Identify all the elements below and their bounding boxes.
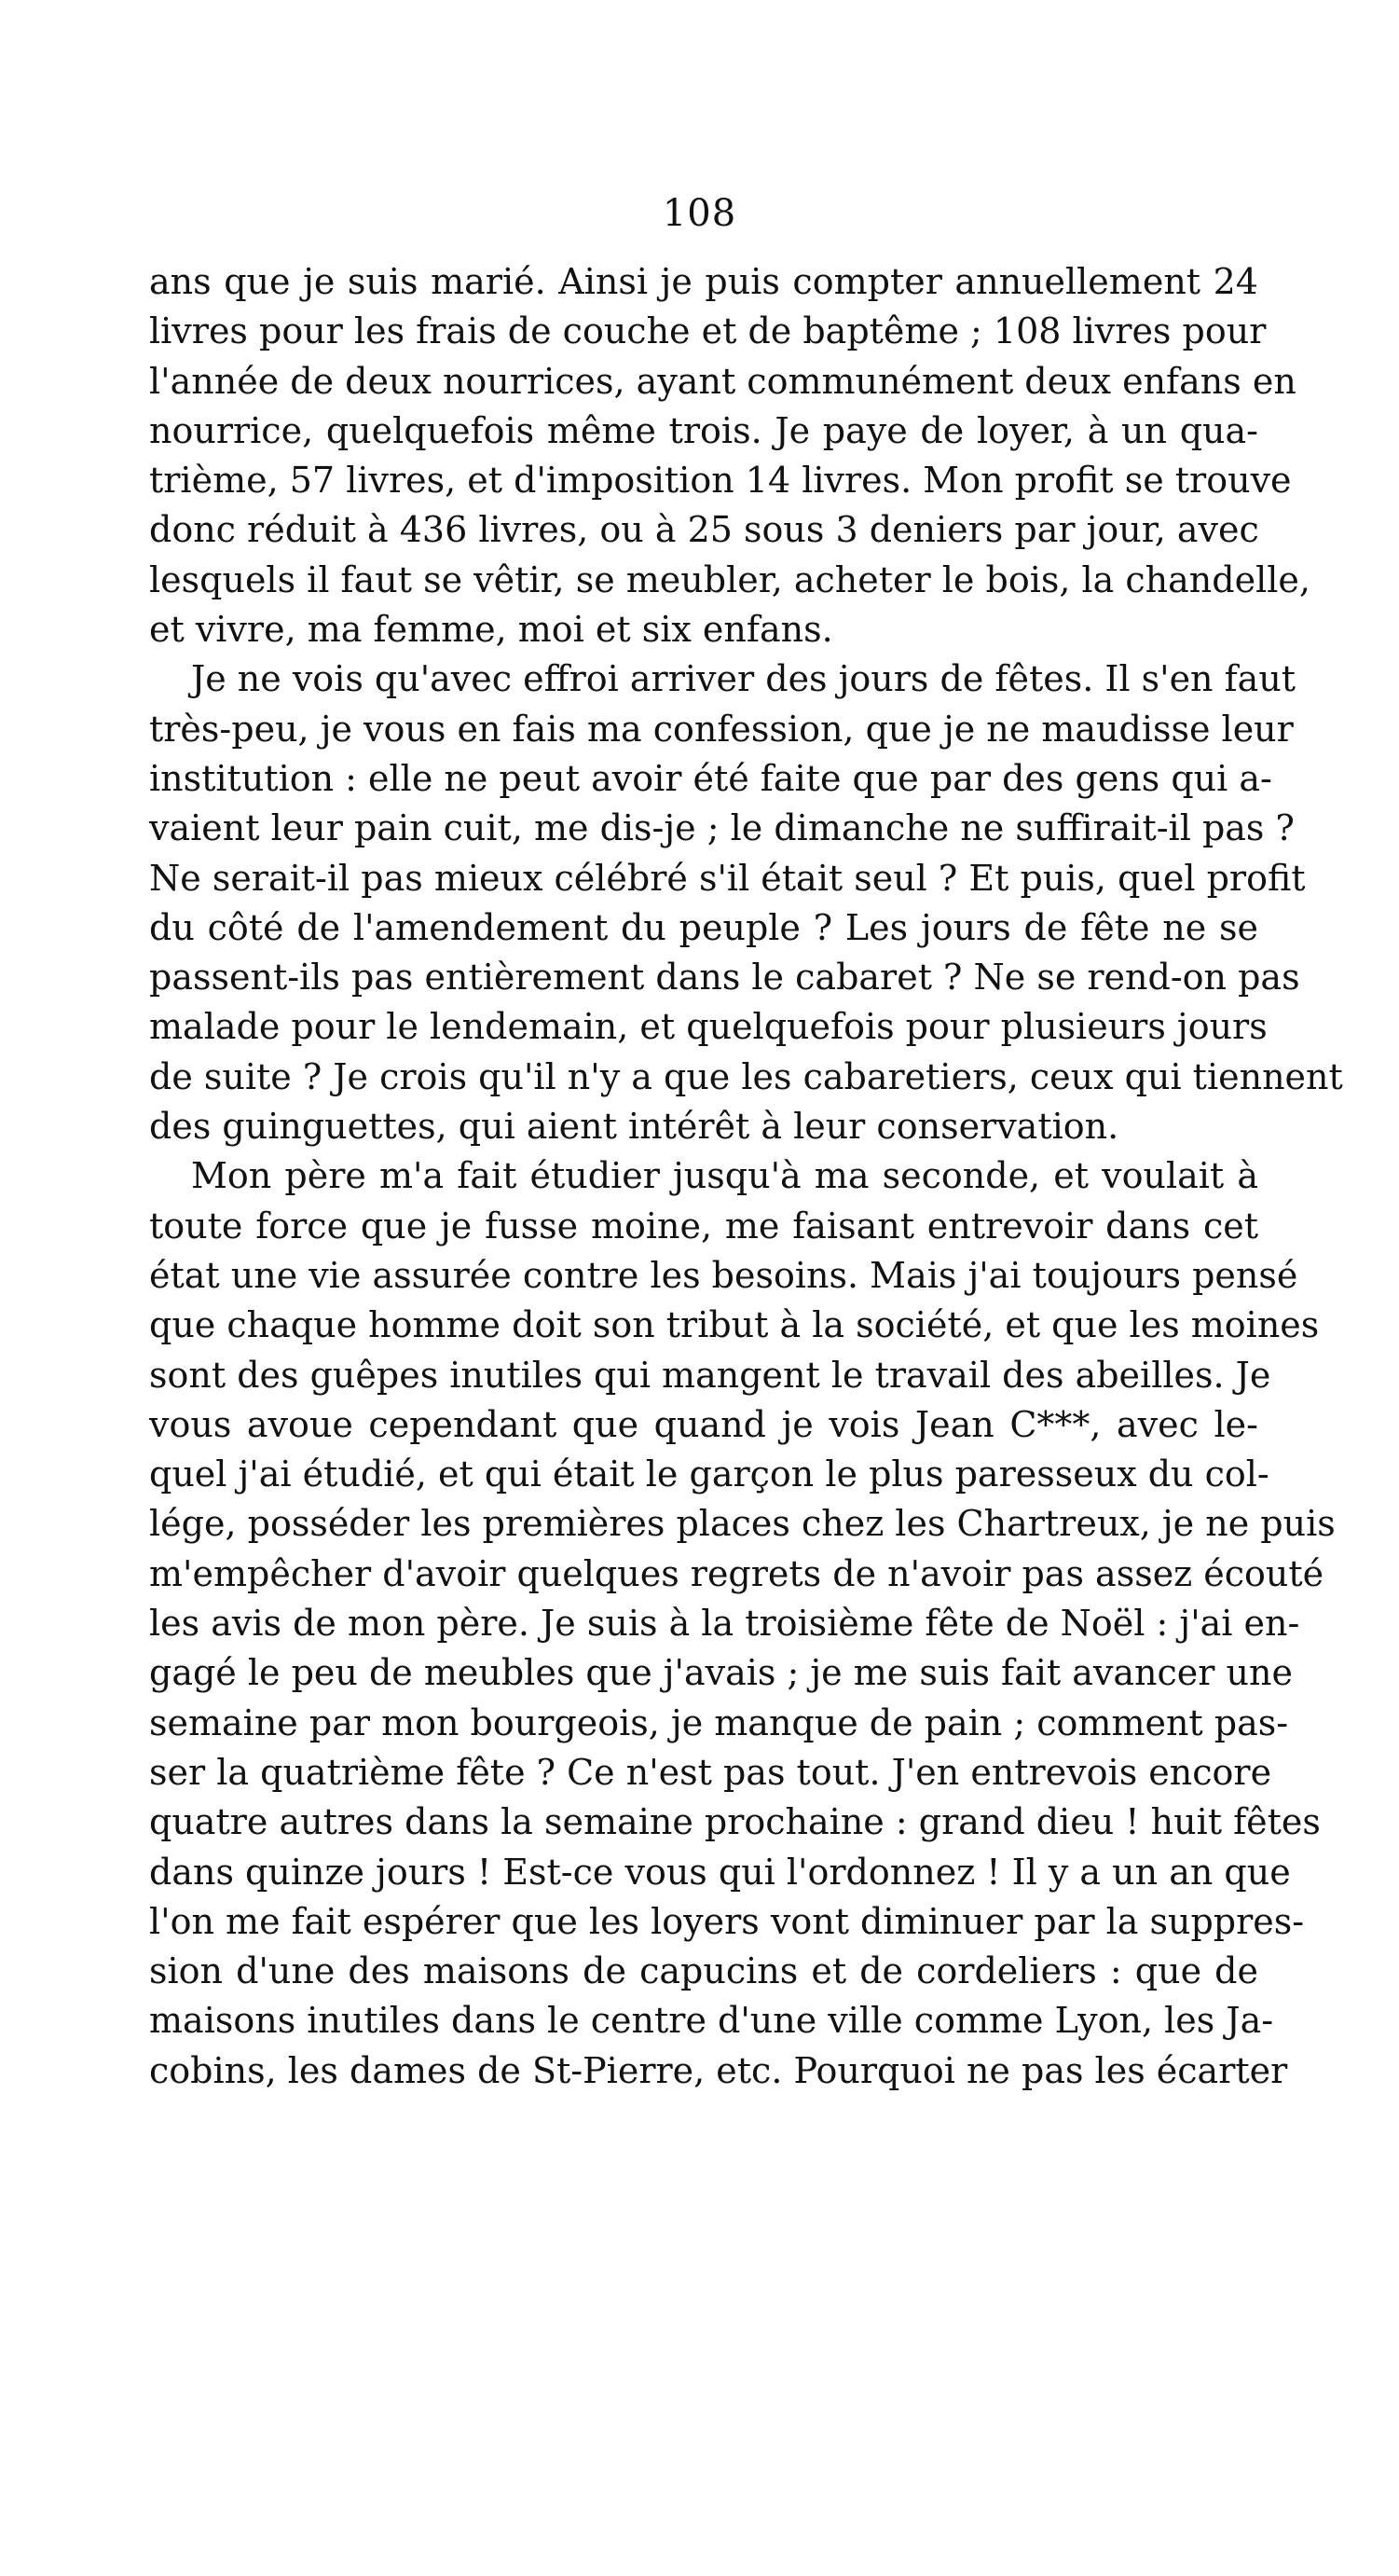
text-line: que chaque homme doit son tribut à la société, et que les moines: [149, 1304, 1320, 1346]
text-line: Ne serait-il pas mieux célébré s'il était seul ? Et puis, quel profit: [149, 857, 1306, 899]
text-line: ser la quatrième fête ? Ce n'est pas tout. J'en entrevois encore: [149, 1751, 1272, 1793]
text-line: vaient leur pain cuit, me dis-je ; le dimanche ne suffirait-il pas ?: [149, 807, 1295, 849]
text-line: Mon père m'a fait étudier jusqu'à ma seconde, et voulait à: [191, 1155, 1258, 1197]
text-line: gagé le peu de meubles que j'avais ; je me suis fait avancer une: [149, 1652, 1293, 1694]
text-line: sion d'une des maisons de capucins et de cordeliers : que de: [149, 1950, 1258, 1992]
body-text: [149, 257, 1343, 2096]
text-line: livres pour les frais de couche et de baptême ; 108 livres pour: [149, 310, 1267, 352]
text-line: ans que je suis marié. Ainsi je puis compter annuellement 24: [149, 261, 1258, 302]
text-line: maisons inutiles dans le centre d'une ville comme Lyon, les Ja-: [149, 2000, 1274, 2042]
text-line: malade pour le lendemain, et quelquefois pour plusieurs jours: [149, 1006, 1268, 1048]
text-line: l'on me fait espérer que les loyers vont diminuer par la suppres-: [149, 1900, 1305, 1942]
text-line: m'empêcher d'avoir quelques regrets de n'avoir pas assez écouté: [149, 1552, 1324, 1594]
text-line: nourrice, quelquefois même trois. Je paye de loyer, à un qua-: [149, 409, 1258, 451]
text-line: quatre autres dans la semaine prochaine : grand dieu ! huit fêtes: [149, 1801, 1321, 1843]
page-number: 108: [662, 192, 737, 235]
text-line: du côté de l'amendement du peuple ? Les jours de fête ne se: [149, 906, 1258, 948]
text-line: toute force que je fusse moine, me faisant entrevoir dans cet: [149, 1205, 1258, 1247]
text-line: quel j'ai étudié, et qui était le garçon le plus paresseux du col-: [149, 1453, 1269, 1495]
text-line: et vivre, ma femme, moi et six enfans.: [149, 609, 833, 651]
text-line: Je ne vois qu'avec effroi arriver des jours de fêtes. Il s'en faut: [191, 658, 1296, 700]
text-line: institution : elle ne peut avoir été faite que par des gens qui a-: [149, 757, 1272, 799]
text-line: les avis de mon père. Je suis à la troisième fête de Noël : j'ai en-: [149, 1603, 1300, 1645]
text-line: très-peu, je vous en fais ma confession, que je ne maudisse leur: [149, 708, 1294, 750]
text-line: lesquels il faut se vêtir, se meubler, acheter le bois, la chandelle,: [149, 558, 1310, 600]
text-line: trième, 57 livres, et d'imposition 14 livres. Mon profit se trouve: [149, 460, 1292, 502]
text-line: de suite ? Je crois qu'il n'y a que les cabaretiers, ceux qui tiennent: [149, 1055, 1343, 1097]
text-line: état une vie assurée contre les besoins. Mais j'ai toujours pensé: [149, 1254, 1298, 1296]
text-line: passent-ils pas entièrement dans le cabaret ? Ne se rend-on pas: [149, 957, 1300, 999]
text-line: donc réduit à 436 livres, ou à 25 sous 3 deniers par jour, avec: [149, 509, 1259, 551]
text-line: cobins, les dames de St-Pierre, etc. Pourquoi ne pas les écarter: [149, 2049, 1288, 2091]
text-line: l'année de deux nourrices, ayant communément deux enfans en: [149, 360, 1296, 402]
text-line: sont des guêpes inutiles qui mangent le travail des abeilles. Je: [149, 1354, 1271, 1396]
text-line: lége, posséder les premières places chez les Chartreux, je ne puis: [149, 1503, 1336, 1545]
text-line: vous avoue cependant que quand je vois Jean C***, avec le-: [149, 1403, 1258, 1445]
text-line: des guinguettes, qui aient intérêt à leur conservation.: [149, 1106, 1119, 1148]
text-line: dans quinze jours ! Est-ce vous qui l'ordonnez ! Il y a un an que: [149, 1851, 1291, 1893]
text-line: semaine par mon bourgeois, je manque de pain ; comment pas-: [149, 1701, 1289, 1743]
